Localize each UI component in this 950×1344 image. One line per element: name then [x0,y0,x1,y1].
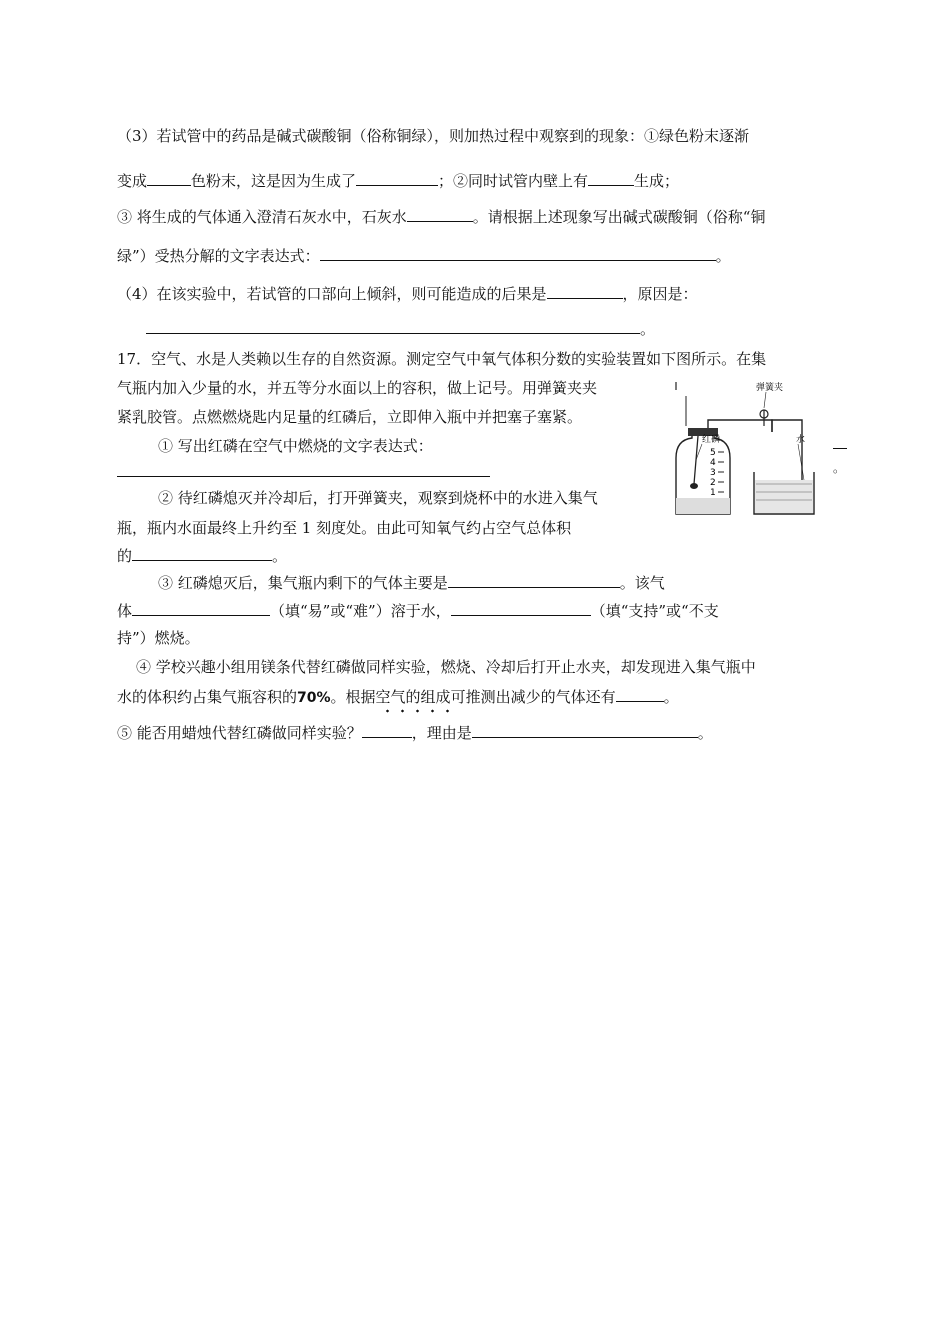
combustion-spoon [690,483,698,489]
answer-blank-solubility[interactable] [132,600,270,616]
clamp-pointer [764,392,766,408]
scale-label-4: 4 [710,458,716,468]
q16-p3-text2d: 生成； [634,172,680,190]
q16-p3-line4 [117,245,731,266]
q17-s4-text2c: 可推测出减少的气体还有 [450,688,616,706]
answer-blank-consequence[interactable] [547,283,623,299]
q17-s3-line1 [158,572,665,593]
q17-intro-text1: 17．空气、水是人类赖以生存的自然资源。测定空气中氧气体积分数的实验装置如下图所示。在集 [117,350,767,368]
q17-intro-text2: 气瓶内加入少量的水，并五等分水面以上的容积，做上记号。用弹簧夹夹 [117,379,598,397]
answer-blank-other-gas[interactable] [616,686,664,702]
label-spring-clamp: 弹簧夹 [756,383,784,393]
scale-label-1: 1 [710,488,716,498]
answer-blank-combustion[interactable] [451,600,591,616]
q17-s5-text-c: 。 [697,724,713,742]
q16-p3-text4a: 绿”）受热分解的文字表达式： [117,247,320,265]
q17-s2-line2 [117,518,571,538]
scale-label-2: 2 [710,478,716,488]
q16-p4-text1b: ，原因是： [622,285,698,303]
q17-s4-text2b: 。根据 [330,688,376,706]
q17-s1-text: ① 写出红磷在空气中燃烧的文字表达式： [158,437,433,455]
q17-s5-text-a: ⑤ 能否用蜡烛代替红磷做同样实验？ [117,724,362,742]
q16-p3-text1: （3）若试管中的药品是碱式碳酸铜（俗称铜绿），则加热过程中观察到的现象：①绿色粉末逐渐 [117,127,750,145]
water-pointer [798,444,804,480]
answer-blank-product[interactable] [356,170,438,186]
q17-s3-text2c: （填“支持”或“不支 [590,602,719,620]
answer-blank-color[interactable] [147,170,191,186]
q17-s3-text1b: 。该气 [619,574,665,592]
q17-s5-line [117,722,713,743]
label-water: 水 [796,435,806,445]
q16-p4-text1a: （4）在该实验中，若试管的口部向上倾斜，则可能造成的后果是 [117,285,547,303]
q17-s1-line [158,436,433,456]
answer-blank-equation[interactable] [320,245,716,261]
q16-p3-line2 [117,170,679,191]
q16-p3-text2a: 变成 [117,172,148,190]
q17-s4-text2d: 。 [663,688,679,706]
q16-p3-text3b: 。请根据上述现象写出碱式碳酸铜（俗称“铜 [472,208,766,226]
apparatus-diagram [668,376,818,524]
bottle-water [676,498,730,514]
q16-p3-text2c: ；②同时试管内壁上有 [438,172,589,190]
q17-s2-line1 [158,488,598,508]
q16-p4-line1 [117,283,698,304]
q17-s2-text3b: 。 [272,547,288,565]
answer-blank-oxygen-fraction[interactable] [132,545,272,561]
answer-blank-reason[interactable] [146,318,640,334]
q17-intro-line1 [117,349,766,369]
answer-blank-remaining-gas[interactable] [448,572,620,588]
side-mark [833,458,845,478]
side-dash [833,448,847,449]
q17-s3-text3: 持”）燃烧。 [117,629,200,647]
q17-s3-text2a: 体 [117,602,133,620]
answer-blank-candle[interactable] [362,722,412,738]
q17-s3-text2b: （填“易”或“难”）溶于水， [270,602,451,620]
q17-s3-line2 [117,600,719,621]
q17-s4-emphasis: 空气的组成 [375,688,451,706]
q17-s2-line3 [117,545,287,566]
q16-p3-line1 [117,126,749,146]
beaker-water [755,480,813,513]
q16-p3-text4b: 。 [715,247,731,265]
q17-s4-line1 [136,657,756,677]
q17-s4-text2a: 水的体积约占集气瓶容积的 [117,688,298,706]
q17-s3-line3 [117,628,200,648]
q16-p3-text3a: ③ 将生成的气体通入澄清石灰水中，石灰水 [117,208,407,226]
side-mark-text: 。 [833,461,846,475]
q17-intro-text3: 紧乳胶管。点燃燃烧匙内足量的红磷后，立即伸入瓶中并把塞子塞紧。 [117,408,583,426]
answer-blank-wall[interactable] [588,170,634,186]
answer-blank-limewater[interactable] [407,206,473,222]
q17-s2-text3a: 的 [117,547,133,565]
q17-intro-line3 [117,407,582,427]
q17-s4-percent: 70% [297,690,331,706]
q16-p4-line2 [146,318,655,339]
q17-s2-text2: 瓶，瓶内水面最终上升约至 1 刻度处。由此可知氧气约占空气总体积 [117,519,572,537]
q17-s4-line2 [117,686,679,708]
q17-s2-text1: ② 待红磷熄灭并冷却后，打开弹簧夹，观察到烧杯中的水进入集气 [158,489,598,507]
scale-label-3: 3 [710,468,716,478]
q16-p3-line3 [117,206,765,227]
answer-blank-phosphorus-equation[interactable] [117,476,490,477]
q17-s5-text-b: ，理由是 [411,724,472,742]
q17-s3-text1a: ③ 红磷熄灭后，集气瓶内剩下的气体主要是 [158,574,448,592]
q17-s4-text1: ④ 学校兴趣小组用镁条代替红磷做同样实验，燃烧、冷却后打开止水夹，却发现进入集气瓶中 [136,658,756,676]
q17-intro-line2 [117,378,597,398]
apparatus-figure [668,376,818,524]
answer-blank-candle-reason[interactable] [472,722,698,738]
q16-p4-text2end: 。 [640,320,656,338]
label-red-phosphorus: 红磷 [702,435,721,445]
scale-label-5: 5 [710,448,716,458]
q16-p3-text2b: 色粉末，这是因为生成了 [191,172,357,190]
